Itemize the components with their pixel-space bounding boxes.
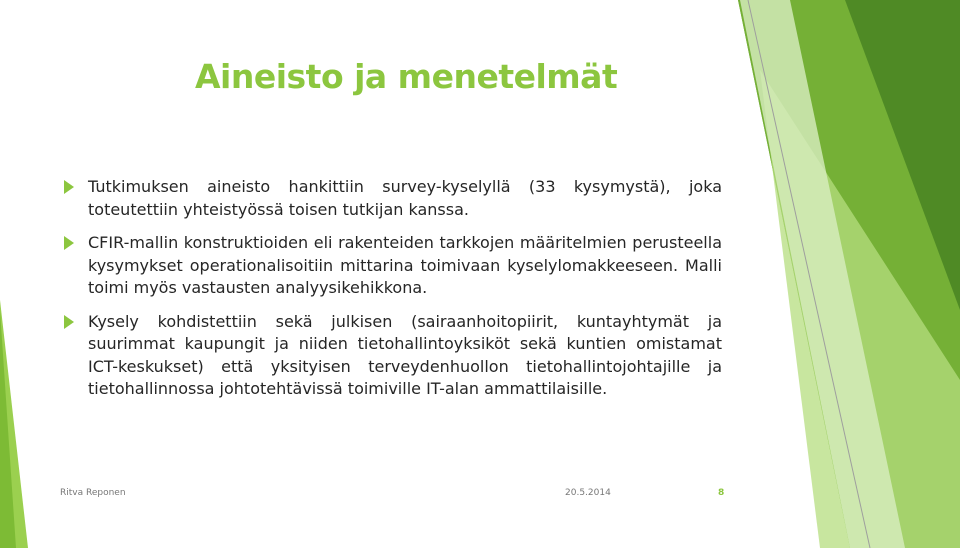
triangle-bullet-icon [64,315,74,329]
footer-author: Ritva Reponen [60,488,126,498]
bullet-text: Tutkimuksen aineisto hankittiin survey-kyselyllä (33 kysymystä), joka toteutettiin yhteistyössä toisen tutkijan kanssa. [88,177,722,219]
bullet-item [64,311,722,401]
page-number: 8 [718,488,725,498]
triangle-bullet-icon [64,236,74,250]
bullet-text: Kysely kohdistettiin sekä julkisen (sairaanhoitopiirit, kuntayhtymät ja suurimmat kaupungit ja niiden tietohallintoyksiköt sekä kuntien omistamat ICT-keskukset) että yksityisen terveydenhuollon tietohallintojohtajille ja tietohallinnossa johtotehtävissä toimiville IT-alan ammattilaisille. [88,311,722,398]
bullet-item [64,232,722,300]
bullet-text: CFIR-mallin konstruktioiden eli rakenteiden tarkkojen määritelmien perusteella kysymykset operationalisoitiin mittarina toimivaan kyselylomakkeeseen. Malli toimi myös vastausten analyysikehikkona. [88,233,722,297]
bullet-item [64,176,722,221]
bullet-list [64,176,722,412]
footer-date: 20.5.2014 [565,488,611,498]
triangle-bullet-icon [64,180,74,194]
slide-title: Aineisto ja menetelmät [195,57,618,96]
